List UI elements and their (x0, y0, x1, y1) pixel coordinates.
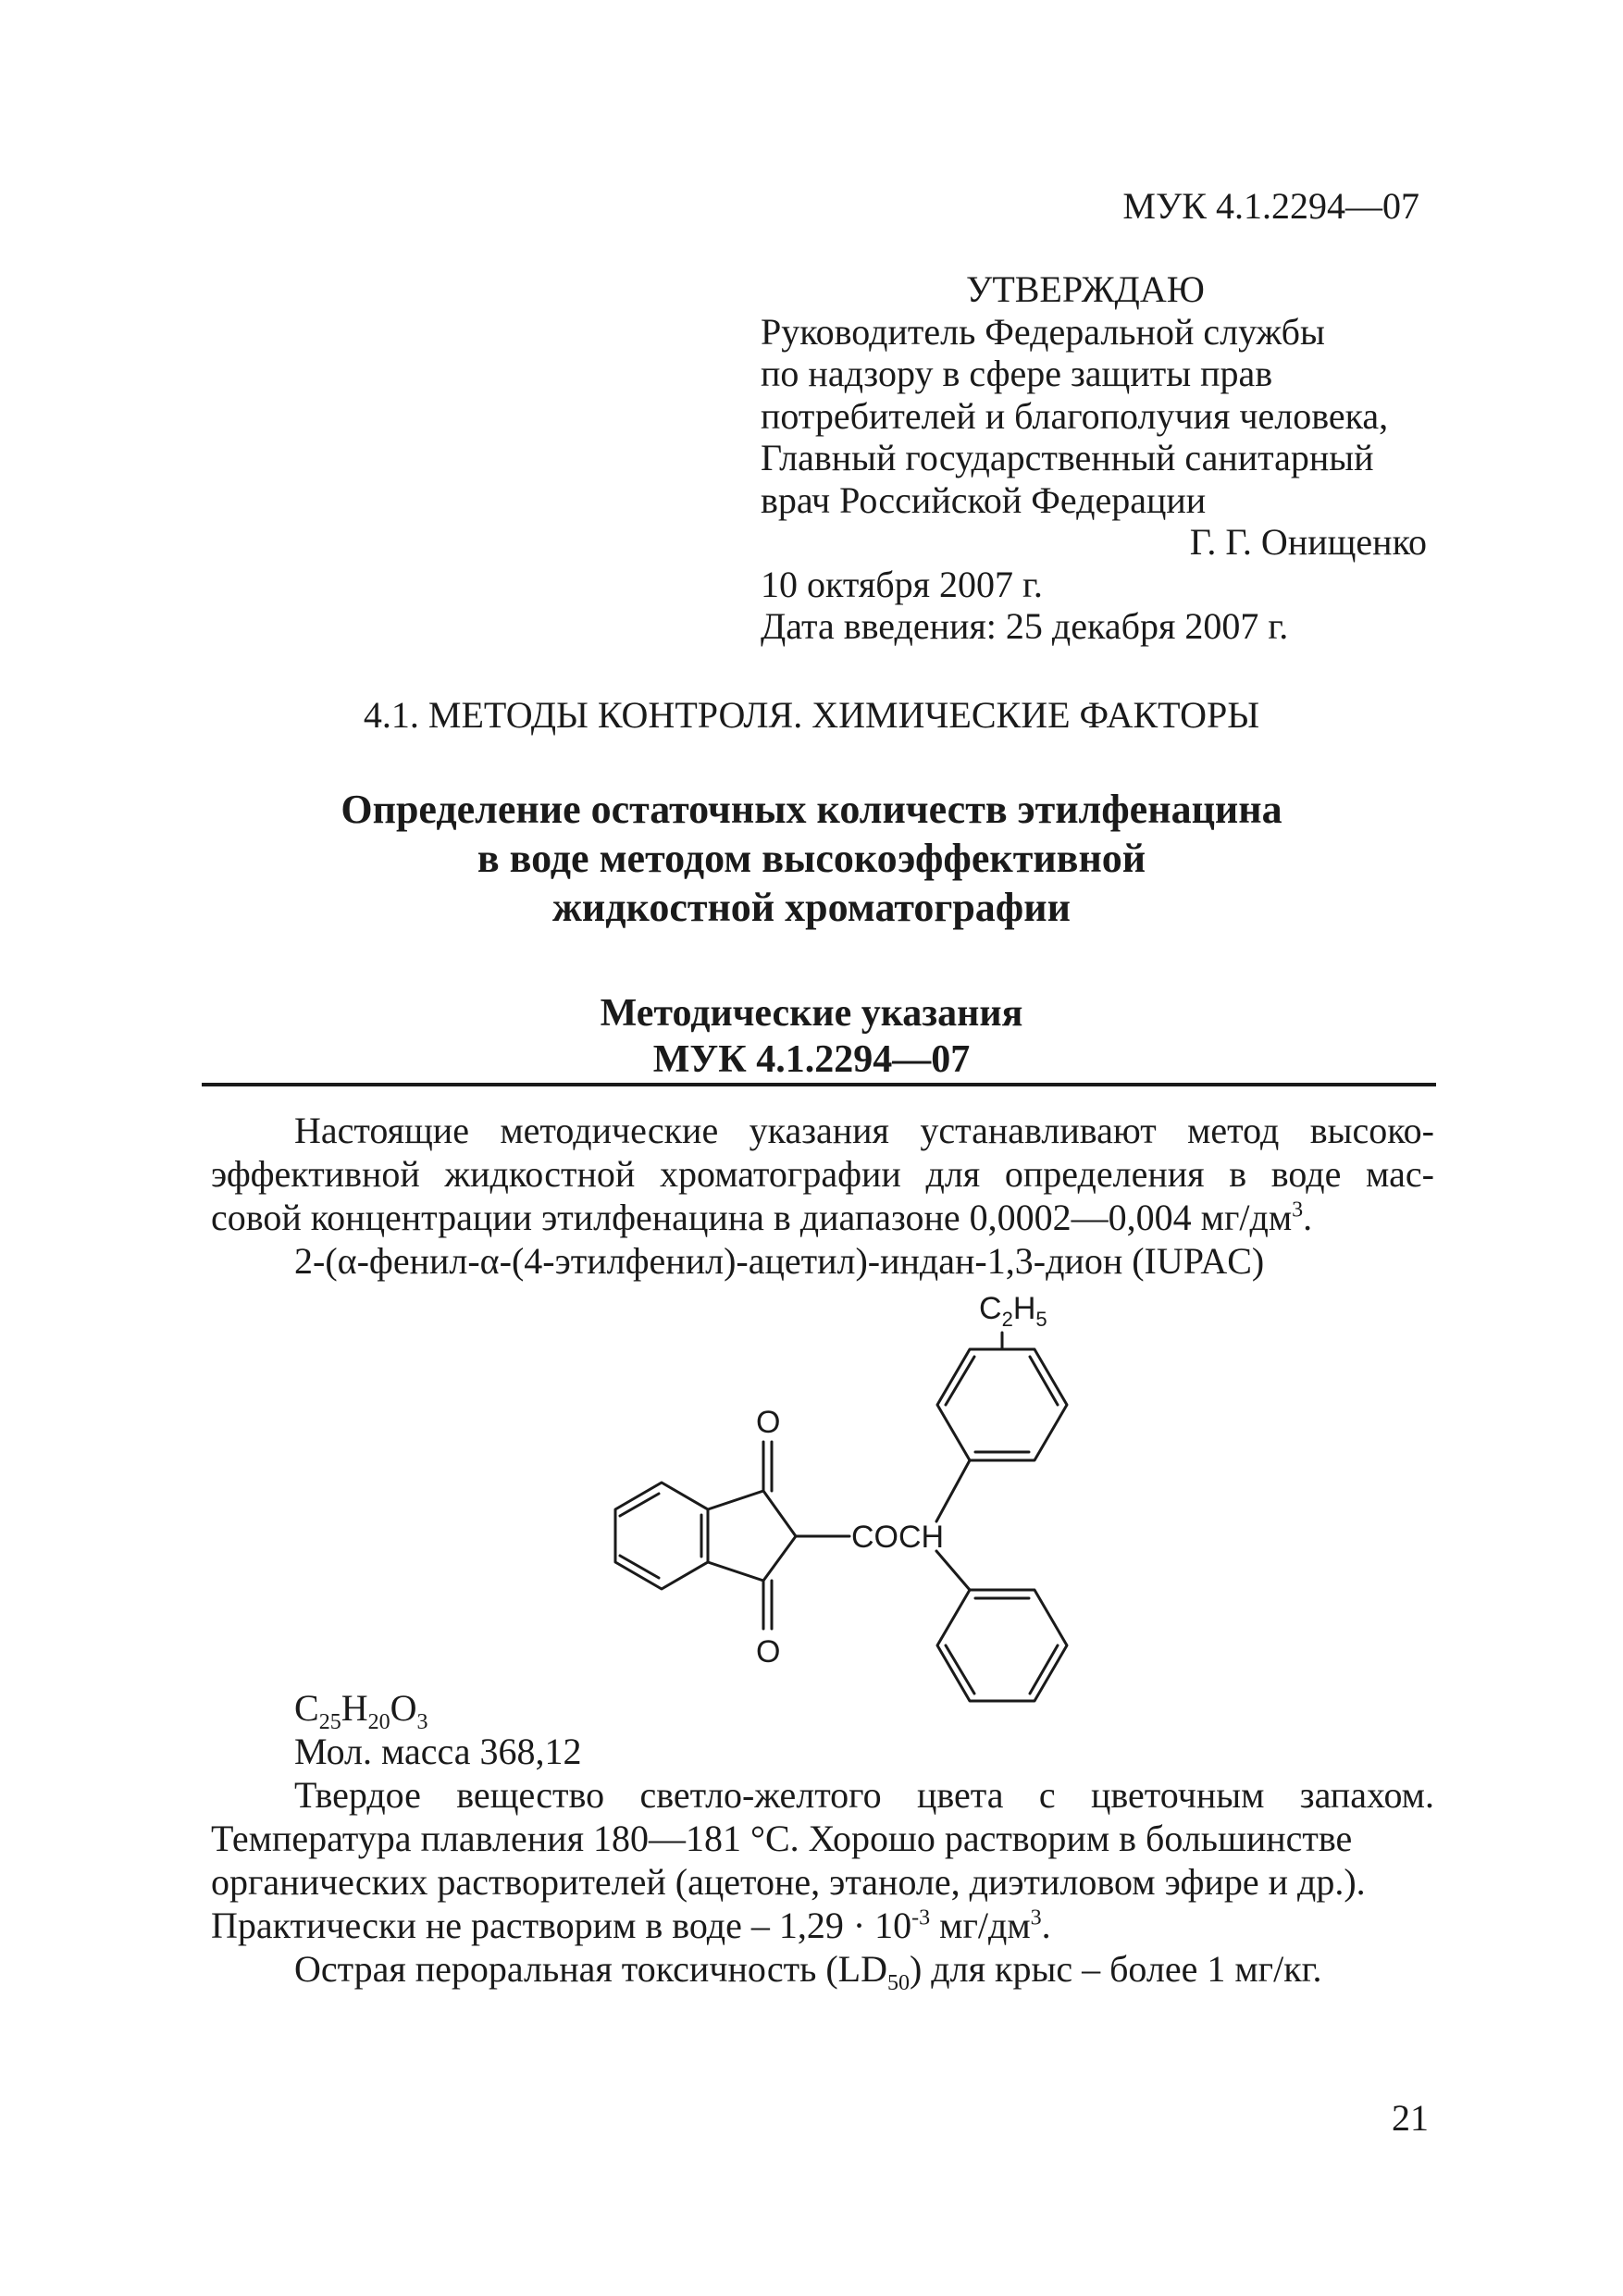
molecular-formula: $C_{25}H_{20}O_3$ (294, 1687, 428, 1734)
properties-line-4: Практически не растворим в воде – $1,29 \cdot 10^{-3}$ $мг/дм^3$. (211, 1905, 1051, 1946)
word: вещество (456, 1774, 605, 1816)
coch-label: COCH (851, 1520, 945, 1555)
word: с (1038, 1774, 1056, 1816)
properties-line-1 (211, 1773, 1434, 1817)
approval-line: врач Российской Федерации (761, 478, 1207, 521)
approval-line: Главный государственный санитарный (761, 437, 1374, 478)
main-title-line: в воде методом высокоэффективной (477, 836, 1146, 881)
intro-paragraph (211, 1109, 1434, 1283)
word: методические (500, 1110, 719, 1151)
document-code: МУК 4.1.2294—07 (1122, 185, 1419, 227)
word: определения (1004, 1153, 1205, 1195)
oxygen-label-bottom: O (756, 1634, 781, 1669)
subtitle (0, 990, 1623, 1083)
phenyl-bond-bottom (936, 1551, 970, 1590)
cyclopentane-ring (708, 1491, 796, 1581)
word: для (925, 1153, 981, 1195)
word: жидкостной (444, 1153, 636, 1195)
intro-text: совой концентрации этилфенацина в диапазоне 0,0002—0,004 мг/дм (211, 1197, 1293, 1238)
superscript: 3 (1292, 1198, 1304, 1222)
properties-line-3: органических растворителей (ацетоне, этаноле, диэтиловом эфире и др.). (211, 1861, 1366, 1903)
word: устанавливают (920, 1110, 1157, 1151)
phenyl-ring-bottom (937, 1590, 1067, 1701)
main-title-line: жидкостной хроматографии (552, 885, 1071, 930)
properties-line-2: Температура плавления 180—181 °С. Хорошо растворим в большинстве (211, 1818, 1353, 1859)
phenyl-bond-top (936, 1460, 970, 1521)
intro-line-3 (211, 1196, 1434, 1239)
word: указания (749, 1110, 889, 1151)
iupac-name: 2-(α-фенил-α-(4-этилфенил)-ацетил)-индан-1,3-дион (IUPAC) (294, 1240, 1265, 1282)
word: светло-желтого (639, 1774, 882, 1816)
molecular-mass: Мол. масса 368,12 (294, 1731, 582, 1772)
signatory-name: Г. Г. Онищенко (1189, 521, 1427, 563)
approval-line: потребителей и благополучия человека, (761, 394, 1389, 437)
word: воде (1270, 1153, 1342, 1195)
section-title: 4.1. МЕТОДЫ КОНТРОЛЯ. ХИМИЧЕСКИЕ ФАКТОРЫ (363, 694, 1260, 736)
oxygen-label-top: O (756, 1405, 781, 1440)
subtitle-doc-code: МУК 4.1.2294—07 (652, 1038, 971, 1081)
subtitle-line: Методические указания (600, 992, 1023, 1035)
word: цвета (916, 1774, 1004, 1816)
chemical-structure (592, 1296, 1073, 1712)
punctuation: . (1303, 1197, 1313, 1238)
word: эффективной (211, 1153, 420, 1195)
phenyl-ring-top (937, 1349, 1067, 1460)
approval-line: по надзору в сфере защиты прав (761, 353, 1273, 394)
main-title (0, 785, 1623, 932)
ethyl-label: $C_2H_5$ (979, 1296, 1047, 1331)
page-number: 21 (1392, 2097, 1429, 2139)
word: хроматографии (659, 1153, 901, 1195)
word: Настоящие (294, 1110, 469, 1151)
approval-line: Руководитель Федеральной службы (761, 310, 1325, 353)
properties-block (211, 1686, 1434, 1995)
word: мас- (1366, 1153, 1434, 1195)
word: Твердое (294, 1774, 421, 1816)
introduction-date: Дата введения: 25 декабря 2007 г. (761, 605, 1289, 647)
intro-line-1 (211, 1109, 1434, 1152)
main-title-line: Определение остаточных количеств этилфенацина (341, 787, 1282, 832)
word: высоко- (1309, 1110, 1434, 1151)
approval-date: 10 октября 2007 г. (761, 563, 1043, 605)
approval-heading: УТВЕРЖДАЮ (966, 268, 1205, 310)
word: цветочным (1090, 1774, 1265, 1816)
indane-benzene-ring (615, 1483, 708, 1589)
approval-block (761, 268, 1427, 648)
intro-line-2 (211, 1152, 1434, 1196)
horizontal-rule (202, 1083, 1436, 1086)
word: запахом. (1299, 1774, 1434, 1816)
word: в (1229, 1153, 1247, 1195)
toxicity-line: Острая пероральная токсичность $(LD_{50})$ для крыс – более 1 мг/кг. (294, 1948, 1322, 1995)
word: метод (1187, 1110, 1280, 1151)
